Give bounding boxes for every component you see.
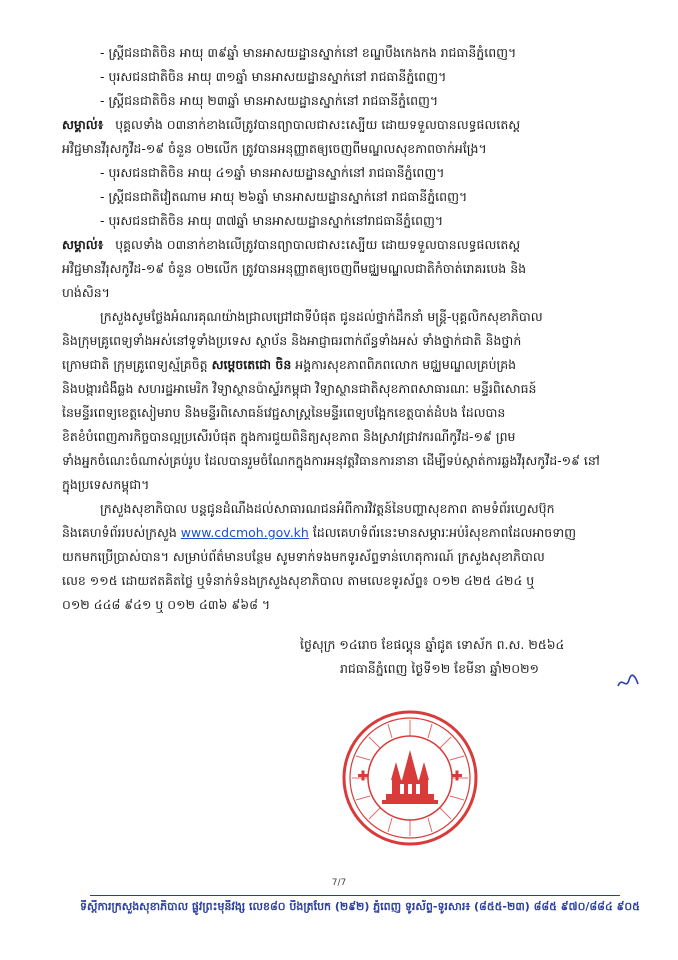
- contact-text: និងគេហទំព័ររបស់ក្រសួង: [62, 525, 177, 540]
- page-number: 7/7: [331, 878, 347, 888]
- case-list-item: - ស្ត្រីជនជាតិវៀតណាម អាយុ ២៦ឆ្នាំ មានអាសយដ្ឋានស្នាក់នៅ រាជធានីភ្នំពេញ។: [100, 189, 468, 204]
- solar-date: រាជធានីភ្នំពេញ ថ្ងៃទី១២ ខែមីនា ឆ្នាំ២០២១: [340, 661, 539, 676]
- thanks-line: ទាំងអ្នកចំណេះចំណាស់គ្រប់រូប ដែលបានរួមចំណែកក្នុងការអនុវត្តវិធានការនានា ដើម្បីទប់ស្កាត់ការឆ្លងវីរុសកូវីដ-១៩ នៅ: [62, 453, 600, 468]
- contact-text: ដែលគេហទំព័រនេះមានសម្ភារៈអប់រំសុខភាពដែលអាចទាញ: [312, 525, 577, 540]
- ministry-seal: [340, 708, 480, 848]
- thanks-line: ខិតខំបំពេញភារកិច្ចបានល្អប្រសើរបំផុត ក្នុងការជួយពិនិត្យសុខភាព និងស្រាវជ្រាវករណីកូវីដ-១៩ ព្រម: [62, 429, 516, 444]
- contact-line: ក្រសួងសុខាភិបាល បន្តជូនដំណឹងដល់សាធារណជនអំពីការវិវត្តន៍នៃបញ្ហាសុខភាព តាមទំព័រហ្វេសប៊ុក: [100, 501, 555, 516]
- note-label: សម្គាល់៖: [62, 117, 104, 132]
- case-list-item: - បុរសជនជាតិចិន អាយុ ៤១ឆ្នាំ មានអាសយដ្ឋានស្នាក់នៅ រាជធានីភ្នំពេញ។: [100, 165, 445, 180]
- contact-line: យកមកប្រើប្រាស់បាន។ សម្រាប់ព័ត៌មានបន្ថែម សូមទាក់ទងមកទូរស័ព្ទទាន់ហេតុការណ៍ ក្រសួងសុខាភិបាល: [62, 549, 545, 564]
- lunar-date: ថ្ងៃសុក្រ ១៤រោច ខែផល្គុន ឆ្នាំជូត ទោស័ក ព.ស. ២៥៦៤: [300, 637, 565, 652]
- thanks-line: និងក្រុមគ្រូពេទ្យទាំងអស់នៅទូទាំងប្រទេស ស្ថាប័ន និងអាជ្ញាធរពាក់ព័ន្ធទាំងអស់ ទាំងថ្នាក់ជាតិ និងថ្នាក់: [62, 333, 522, 348]
- contact-line: [62, 524, 576, 544]
- thanks-text: ក្រោមជាតិ ក្រុមគ្រូពេទ្យស្ម័គ្រចិត្ត: [62, 357, 208, 372]
- thanks-line: ក្នុងប្រទេសកម្ពុជា។: [62, 477, 150, 492]
- note-text-line: អវិជ្ជមានវីរុសកូវីដ-១៩ ចំនួន ០២លើក ត្រូវបានអនុញ្ញាតឲ្យចេញពីមណ្ឌលសុខភាពចាក់អង្រែ។: [62, 141, 487, 156]
- case-list-item: - បុរសជនជាតិចិន អាយុ ៣៧ឆ្នាំ មានអាសយដ្ឋានស្នាក់នៅរាជធានីភ្នំពេញ។: [100, 213, 444, 228]
- thanks-line: [62, 356, 516, 376]
- website-link[interactable]: www.cdcmoh.gov.kh: [180, 525, 309, 540]
- thanks-text: អង្គការសុខភាពពិភពលោក មជ្ឈមណ្ឌលគ្រប់គ្រង: [295, 357, 517, 372]
- footer-address: ទីស្តីការក្រសួងសុខាភិបាល ផ្លូវព្រះមុនីវង្ស លេខ៨០ បឹងត្របែក (២៩២) ភ្នំពេញ ទូរស័ព្ទ-ទូរសារ៖ (៨៥៥-២៣) ៨៨៥ ៩៧០/៨៨៤ ៩០៥: [80, 900, 640, 913]
- note-text: បុគ្គលទាំង ០៣នាក់ខាងលើត្រូវបានព្យាបាលជាសះស្បើយ ដោយទទួលបានលទ្ធផលតេស្ត: [115, 117, 521, 132]
- note-text-line: ហង់សិន។: [62, 285, 110, 300]
- footer-divider: [90, 895, 620, 896]
- signature-mark: [616, 674, 640, 692]
- contact-line: លេខ ១១៥ ដោយឥតគិតថ្លៃ ឬទំនាក់ទំនងក្រសួងសុខាភិបាល តាមលេខទូរស័ព្ទ៖ ០១២ ៤២៥ ៤២៤ ឬ: [62, 573, 535, 588]
- note-text-line: អវិជ្ជមានវីរុសកូវីដ-១៩ ចំនួន ០២លើក ត្រូវបានអនុញ្ញាតឲ្យចេញពីមជ្ឈមណ្ឌលជាតិកំចាត់រោគរបេង និង: [62, 261, 527, 276]
- contact-line: ០១២ ៤៤៨ ៩៤១ ឬ ០១២ ៤៣៦ ៩៦៨ ។: [62, 597, 271, 612]
- note-paragraph: [62, 236, 520, 256]
- thanks-line: និងបង្ការជំងឺឆ្លង សហរដ្ឋអាមេរិក វិទ្យាស្ថានប៉ាស្ទ័រកម្ពុជា វិទ្យាស្ថានជាតិសុខភាពសាធារណៈ មន្ទីរពិសោធន៍: [62, 381, 537, 396]
- note-label: សម្គាល់៖: [62, 237, 104, 252]
- thanks-line: ក្រសួងសូមថ្លែងអំណរគុណយ៉ាងជ្រាលជ្រៅជាទីបំផុត ជូនដល់ថ្នាក់ដឹកនាំ មន្ត្រី-បុគ្គលិកសុខាភិបាល: [100, 309, 543, 324]
- note-text: បុគ្គលទាំង ០៣នាក់ខាងលើត្រូវបានព្យាបាលជាសះស្បើយ ដោយទទួលបានលទ្ធផលតេស្ត: [115, 237, 521, 252]
- case-list-item: - បុរសជនជាតិចិន អាយុ ៣១ឆ្នាំ មានអាសយដ្ឋានស្នាក់នៅ រាជធានីភ្នំពេញ។: [100, 69, 447, 84]
- case-list-item: - ស្ត្រីជនជាតិចិន អាយុ ២៣ឆ្នាំ មានអាសយដ្ឋានស្នាក់នៅ រាជធានីភ្នំពេញ។: [100, 93, 439, 108]
- note-paragraph: [62, 116, 520, 136]
- volunteer-doctors-name: សម្តេចតេជោ ចិន: [211, 357, 292, 372]
- case-list-item: - ស្ត្រីជនជាតិចិន អាយុ ៣៩ឆ្នាំ មានអាសយដ្ឋានស្នាក់នៅ ខណ្ឌបឹងកេងកង រាជធានីភ្នំពេញ។: [100, 45, 517, 60]
- thanks-line: នៃមន្ទីរពេទ្យខេត្តសៀមរាប និងមន្ទីរពិសោធន៍វេជ្ជសាស្ត្រនៃមន្ទីរពេទ្យបង្អែកខេត្តបាត់ដំបង ដែលបាន: [62, 405, 506, 420]
